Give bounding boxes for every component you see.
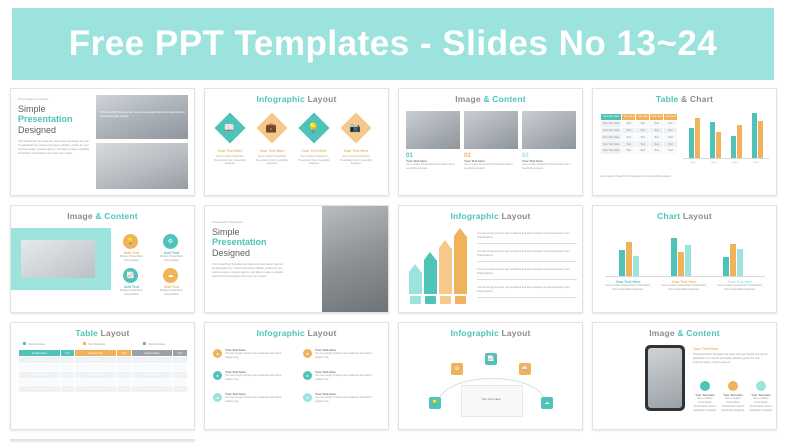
slide-thumbnail-6[interactable] <box>204 205 389 313</box>
slide-11-title-plain: Infographic <box>450 328 499 338</box>
slide-7-title-plain: Infographic <box>450 211 499 221</box>
photo-placeholder <box>522 111 576 149</box>
chart-bar <box>710 122 715 158</box>
chart-bar <box>671 238 677 276</box>
arrow-shape-4 <box>454 228 467 294</box>
item-number: 02 <box>464 153 471 159</box>
slide-7-bullet-2 <box>477 250 577 264</box>
table-cell: Text <box>60 371 75 378</box>
chart-bar <box>730 244 736 276</box>
chart-icon: ● <box>213 393 222 402</box>
legend-item-3 <box>143 342 165 346</box>
cloud-icon: ☁ <box>163 268 178 283</box>
chart-bar <box>723 257 729 276</box>
item-number: 01 <box>406 153 413 159</box>
chart-bar <box>633 256 639 276</box>
table-cell: Content Here <box>131 371 173 378</box>
slide-thumbnail-9[interactable] <box>10 322 195 430</box>
slide-3-title-plain: Image <box>455 94 481 104</box>
table-cell: Text <box>60 385 75 392</box>
slide-10-title-plain: Infographic <box>256 328 305 338</box>
table-cell: Text <box>664 147 678 154</box>
table-row <box>19 371 188 378</box>
slide-thumbnail-2[interactable] <box>204 88 389 196</box>
table-header-cell: Content Here <box>131 350 173 357</box>
slide-12-title-accent: & Content <box>677 328 720 338</box>
slide-5-button-3[interactable] <box>115 285 148 297</box>
slide-7-bullet-3 <box>477 268 577 282</box>
slide-5-title <box>11 211 194 221</box>
item-body: Get a modern PowerPoint Presentation that is beautifully designed. <box>693 397 717 412</box>
column-heading: Your Text Here <box>301 149 327 153</box>
table-cell: Content Here <box>131 378 173 385</box>
table-row <box>19 378 188 385</box>
person-photo-placeholder <box>322 206 388 313</box>
chart-bar <box>619 250 625 276</box>
item-heading: Your Text Here <box>751 393 771 397</box>
bullet-text: You can simply impress your audience and add a unique zing and appeal to your Presentations. <box>477 268 570 275</box>
slide-3-item-3 <box>522 153 576 170</box>
table-cell: Text <box>636 141 650 148</box>
slide-8-title-accent: Layout <box>682 211 712 221</box>
button-sub: Modern PowerPoint Presentation <box>120 255 143 262</box>
chart-bar <box>716 132 721 158</box>
chart-bar <box>737 249 743 276</box>
page-banner <box>12 8 774 80</box>
table-cell: Text <box>173 364 188 371</box>
slide-6-text-block <box>212 220 284 280</box>
bag-icon <box>440 296 451 304</box>
chart-bar <box>685 245 691 276</box>
legend-item-2 <box>83 342 105 346</box>
arrow-shape-3 <box>439 240 452 294</box>
bulb-icon: 💡 <box>123 234 138 249</box>
slide-4-table <box>600 113 678 155</box>
slide-1-photo-caption: This PowerPoint Template has clean and neat design that can be adjustable any content and easily editable. <box>100 111 185 118</box>
slide-12-body: This PowerPoint Template has clean and neat design that can be adjustable any content and easily editable, perfect for your business space, creative agency. <box>693 353 768 364</box>
column-heading: Your Text Here <box>217 149 243 153</box>
item-heading: Your Text Here <box>615 280 641 284</box>
table-row <box>601 127 678 134</box>
button-label: Add Text <box>123 285 140 289</box>
slide-9-title-plain: Table <box>75 328 98 338</box>
legend-label: Your Text Here <box>28 343 46 346</box>
item-body: Get a modern PowerPoint Presentation that is beautifully designed. <box>749 397 773 412</box>
camera-icon <box>700 381 710 391</box>
book-icon: ● <box>303 349 312 358</box>
button-sub: Modern PowerPoint Presentation <box>160 289 183 296</box>
table-header-row <box>19 350 188 357</box>
bulb-icon <box>728 381 738 391</box>
chart-xtick: Text 4 <box>753 162 759 164</box>
arrow-shape-1 <box>409 264 422 294</box>
slide-10-item-3 <box>225 392 287 404</box>
slide-3-item-2 <box>464 153 518 170</box>
slide-3-title-accent: & Content <box>483 94 526 104</box>
slide-10-title <box>205 328 388 338</box>
slide-1-heading-3: Designed <box>18 124 57 135</box>
item-heading: Your Text Here <box>225 392 246 396</box>
table-cell: Text <box>173 357 188 364</box>
slide-thumbnail-13[interactable] <box>10 439 195 441</box>
slide-2-title-plain: Infographic <box>256 94 305 104</box>
slide-1-body: This PowerPoint Template has clean and neat design that can be adjustable any content and easily editable, perfect for your business space, creative agency, and able to make a valuable PowerPoint Presentation that meet your needs. <box>18 140 90 156</box>
table-cell: Text <box>636 127 650 134</box>
slide-5-button-2[interactable] <box>155 251 188 263</box>
laptop-photo-placeholder <box>21 240 95 278</box>
slide-10-item-6 <box>315 392 377 404</box>
slide-thumbnail-11[interactable] <box>398 322 583 430</box>
table-header-cell: Your Text <box>623 115 635 119</box>
slide-5-button-4[interactable] <box>155 285 188 297</box>
slide-7-bullet-1 <box>477 232 577 246</box>
table-header-cell: Your Text Here <box>601 114 622 121</box>
slide-5-button-1[interactable] <box>115 251 148 263</box>
bullet-text: You can simply impress your audience and add a unique zing and appeal to your Presentations. <box>477 232 570 239</box>
item-heading: Your Text Here <box>464 159 485 163</box>
table-cell: Content Here <box>131 385 173 392</box>
table-cell: Text <box>60 357 75 364</box>
slide-thumbnail-4[interactable] <box>592 88 777 196</box>
chart-bar <box>695 118 700 158</box>
slide-12-item-1 <box>693 381 717 413</box>
table-cell: Content Here <box>75 357 117 364</box>
slide-10-item-4 <box>315 348 377 360</box>
slide-thumbnail-10[interactable] <box>204 322 389 430</box>
table-cell: Content Here <box>19 385 61 392</box>
slide-2-column-4 <box>336 149 376 166</box>
slide-thumbnail-1[interactable] <box>10 88 195 196</box>
table-cell: Text <box>60 378 75 385</box>
slide-12-item-2 <box>721 381 745 413</box>
item-body: Get a modern PowerPoint Presentation that is beautifully designed. <box>605 284 651 291</box>
slide-4-title-accent: & Chart <box>681 94 714 104</box>
item-body: You can simply impress your audience and add a unique zing. <box>225 374 282 381</box>
table-cell: Content Here <box>75 378 117 385</box>
table-row <box>601 141 678 148</box>
bag-icon: ● <box>303 393 312 402</box>
slide-9-title <box>11 328 194 338</box>
chart-icon: 📈 <box>485 353 497 365</box>
table-cell: Text <box>650 127 664 134</box>
slide-8-item-2 <box>659 280 709 292</box>
item-body: Get a modern PowerPoint Presentation that is beautifully designed. <box>717 284 763 291</box>
item-heading: Your Text Here <box>522 159 543 163</box>
table-header-cell: Content Here <box>75 350 117 357</box>
table-cell: Content Here <box>131 357 173 364</box>
slide-4-title-plain: Table <box>655 94 679 104</box>
slide-1-kicker: Presentation Designed <box>18 97 49 101</box>
item-body: Get a modern PowerPoint Presentation that is beautifully designed. <box>721 397 745 412</box>
item-heading: Your Text Here <box>225 348 246 352</box>
slide-11-title <box>399 328 582 338</box>
table-cell: Text <box>650 120 664 127</box>
slide-4-title <box>593 94 776 104</box>
slide-thumbnail-3[interactable] <box>398 88 583 196</box>
cloud-icon: ● <box>303 371 312 380</box>
slide-8-item-1 <box>603 280 653 292</box>
slide-2-column-2 <box>252 149 292 166</box>
bulb-icon: 💡 <box>429 397 441 409</box>
book-icon: 📖 <box>214 112 245 143</box>
chart-icon: 📈 <box>123 268 138 283</box>
table-header-cell: Content Here <box>19 350 61 357</box>
table-cell: Text <box>60 364 75 371</box>
table-cell: Text <box>636 120 650 127</box>
table-cell: Text <box>116 371 131 378</box>
slide-11-title-accent: Layout <box>501 328 531 338</box>
photo-placeholder <box>464 111 518 149</box>
table-row <box>601 134 678 141</box>
slide-thumbnail-12[interactable] <box>592 322 777 430</box>
table-cell: Your Text Here <box>601 134 622 141</box>
bulb-icon <box>410 296 421 304</box>
center-card <box>461 385 523 417</box>
gear-icon <box>425 296 436 304</box>
slide-5-title-plain: Image <box>67 211 93 221</box>
bullet-text: You can simply impress your audience and add a unique zing and appeal to your Presentations. <box>477 286 570 293</box>
item-body: Get a modern PowerPoint Presentation that is beautifully designed. <box>464 163 513 170</box>
table-cell: Text <box>664 134 678 141</box>
table-cell: Text <box>636 147 650 154</box>
column-heading: Your Text Here <box>343 149 369 153</box>
item-body: You can simply impress your audience and add a unique zing. <box>315 352 372 359</box>
table-header-cell: Your Text <box>637 115 649 119</box>
legend-label: Your Text Here <box>148 343 166 346</box>
bulb-icon: ● <box>213 349 222 358</box>
camera-icon: 📷 <box>340 112 371 143</box>
table-cell: Text <box>116 378 131 385</box>
slide-8-title <box>593 211 776 221</box>
item-heading: Your Text Here <box>695 393 715 397</box>
slide-1-heading-2: Presentation <box>18 114 73 125</box>
gear-icon: ⚙ <box>163 234 178 249</box>
table-cell: Text <box>650 147 664 154</box>
book-icon: 📖 <box>519 363 531 375</box>
slide-10-item-2 <box>225 370 287 382</box>
table-cell: Text <box>622 134 636 141</box>
slide-8-chart <box>605 232 765 276</box>
chart-bar <box>737 125 742 158</box>
item-body: You can simply impress your audience and add a unique zing. <box>315 374 372 381</box>
chart-xtick: Text 1 <box>690 162 696 164</box>
chart-xtick: Text 3 <box>732 162 738 164</box>
photo-placeholder <box>96 143 188 189</box>
item-body: You can simply impress your audience and add a unique zing. <box>225 396 282 403</box>
item-body: Get a modern PowerPoint Presentation that is beautifully designed. <box>522 163 571 170</box>
slide-12-item-3 <box>749 381 773 413</box>
legend-label: Your Text Here <box>88 343 106 346</box>
slide-9-title-accent: Layout <box>100 328 130 338</box>
gear-icon: ● <box>213 371 222 380</box>
bullet-text: You can simply impress your audience and add a unique zing and appeal to your Presentations. <box>477 250 570 257</box>
chart-bar <box>731 136 736 158</box>
table-cell: Content Here <box>19 371 61 378</box>
slide-6-kicker: Presentation Designed <box>212 220 243 224</box>
table-header-cell: Your Text <box>665 115 676 119</box>
slide-8-item-3 <box>715 280 765 292</box>
table-cell: Text <box>650 141 664 148</box>
slide-6-heading-2: Presentation <box>212 237 267 248</box>
item-heading: Your Text Here <box>315 370 336 374</box>
table-cell: Content Here <box>19 378 61 385</box>
slide-3-item-1 <box>406 153 460 170</box>
item-number: 03 <box>522 153 529 159</box>
gear-icon <box>756 381 766 391</box>
table-row <box>19 364 188 371</box>
button-label: Add Text <box>163 285 180 289</box>
table-cell: Content Here <box>19 357 61 364</box>
slide-12-title-plain: Image <box>649 328 675 338</box>
slide-12-title <box>593 328 776 338</box>
item-body: Get a modern PowerPoint Presentation that is beautifully designed. <box>406 163 455 170</box>
slide-thumbnail-8[interactable] <box>592 205 777 313</box>
table-cell: Text <box>622 127 636 134</box>
table-cell: Your Text Here <box>601 147 622 154</box>
slide-thumbnail-5[interactable] <box>10 205 195 313</box>
cloud-icon: ☁ <box>541 397 553 409</box>
arrow-shape-2 <box>424 252 437 294</box>
table-cell: Content Here <box>131 364 173 371</box>
table-cell: Text <box>636 134 650 141</box>
table-cell: Text <box>173 385 188 392</box>
table-cell: Text <box>664 120 678 127</box>
table-cell: Text <box>173 378 188 385</box>
table-cell: Text <box>650 134 664 141</box>
table-cell: Your Text Here <box>601 141 622 148</box>
button-sub: Modern PowerPoint Presentation <box>160 255 183 262</box>
slide-7-bullet-4 <box>477 286 577 300</box>
button-label: Add Text <box>163 251 180 255</box>
slide-10-item-5 <box>315 370 377 382</box>
slide-grid <box>10 88 776 436</box>
slide-2-title <box>205 94 388 104</box>
slide-2-column-1 <box>210 149 250 166</box>
slide-2-column-3 <box>294 149 334 166</box>
slide-10-item-1 <box>225 348 287 360</box>
table-cell: Text <box>116 385 131 392</box>
table-header-cell: Your Text <box>651 115 662 119</box>
item-body: Get a modern PowerPoint Presentation that is beautifully designed. <box>661 284 707 291</box>
table-row <box>601 120 678 127</box>
item-heading: Your Text Here <box>406 159 427 163</box>
table-cell: Text <box>664 127 678 134</box>
table-cell: Text <box>116 357 131 364</box>
slide-10-title-accent: Layout <box>307 328 337 338</box>
chart-bar <box>678 252 684 276</box>
chart-bar <box>626 242 632 276</box>
photo-placeholder <box>406 111 460 149</box>
bag-icon: 💼 <box>256 112 287 143</box>
table-row <box>19 385 188 392</box>
table-cell: Text <box>173 371 188 378</box>
table-cell: Text <box>622 141 636 148</box>
table-cell: Text <box>622 147 636 154</box>
slide-12-text-block <box>693 347 769 365</box>
table-header-cell: Text <box>116 350 131 357</box>
table-row <box>601 147 678 154</box>
slide-4-chart <box>683 113 769 165</box>
bulb-icon: 💡 <box>298 112 329 143</box>
table-cell: Your Text Here <box>601 127 622 134</box>
column-body: Get a modern PowerPoint Presentation that is beautifully designed. <box>298 155 330 166</box>
table-cell: Your Text Here <box>601 120 622 127</box>
slide-2-title-accent: Layout <box>307 94 337 104</box>
center-label: Your Text Here <box>481 397 501 401</box>
slide-4-caption: Get a modern PowerPoint Presentation that is beautifully designed. <box>600 175 672 178</box>
slide-8-title-plain: Chart <box>657 211 681 221</box>
table-row <box>19 357 188 364</box>
page-title: Free PPT Templates - Slides No 13~24 <box>68 24 718 63</box>
chart-bar <box>758 121 763 158</box>
slide-7-title <box>399 211 582 221</box>
item-heading: Your Text Here <box>315 348 336 352</box>
item-body: You can simply impress your audience and add a unique zing. <box>315 396 372 403</box>
slide-6-heading-3: Designed <box>212 247 251 258</box>
phone-mockup <box>645 345 685 411</box>
slide-9-table <box>18 349 188 393</box>
item-heading: Your Text Here <box>225 370 246 374</box>
table-cell: Content Here <box>75 364 117 371</box>
column-body: Get a modern PowerPoint Presentation that is beautifully designed. <box>214 155 246 166</box>
slide-5-title-accent: & Content <box>95 211 138 221</box>
gear-icon: ⚙ <box>451 363 463 375</box>
slide-thumbnail-7[interactable] <box>398 205 583 313</box>
table-header-row <box>601 114 678 121</box>
slide-1-heading-1: Simple <box>18 104 46 114</box>
item-heading: Your Text Here <box>727 280 753 284</box>
slide-3-title <box>399 94 582 104</box>
slide-6-heading-1: Simple <box>212 227 240 237</box>
table-header-cell: Text <box>60 350 75 357</box>
button-label: Add Text <box>123 251 140 255</box>
item-body: You can simply impress your audience and add a unique zing. <box>225 352 282 359</box>
slide-7-title-accent: Layout <box>501 211 531 221</box>
slide-12-heading: Your Text Here <box>693 347 719 351</box>
table-header-cell: Text <box>173 350 188 357</box>
table-cell: Text <box>116 364 131 371</box>
table-cell: Content Here <box>19 364 61 371</box>
column-body: Get a modern PowerPoint Presentation that is beautifully designed. <box>340 155 372 166</box>
table-cell: Text <box>622 120 636 127</box>
table-cell: Content Here <box>75 385 117 392</box>
chart-xtick: Text 2 <box>711 162 717 164</box>
item-heading: Your Text Here <box>315 392 336 396</box>
item-heading: Your Text Here <box>723 393 743 397</box>
chart-icon <box>455 296 466 304</box>
chart-bar <box>689 128 694 158</box>
table-cell: Text <box>664 141 678 148</box>
column-heading: Your Text Here <box>259 149 285 153</box>
table-cell: Content Here <box>75 371 117 378</box>
chart-bar <box>752 113 757 158</box>
slide-6-body: This PowerPoint Template has clean and neat design that can be adjustable any content and easily editable, perfect for your business space, creative agency, and able to make a valuable PowerPoint Presentation that meet your needs. <box>212 263 284 279</box>
column-body: Get a modern PowerPoint Presentation that is beautifully designed. <box>256 155 288 166</box>
slide-1-text-block <box>18 97 92 157</box>
legend-item-1 <box>23 342 45 346</box>
button-sub: Modern PowerPoint Presentation <box>120 289 143 296</box>
phone-screen-photo <box>648 348 682 408</box>
item-heading: Your Text Here <box>671 280 697 284</box>
